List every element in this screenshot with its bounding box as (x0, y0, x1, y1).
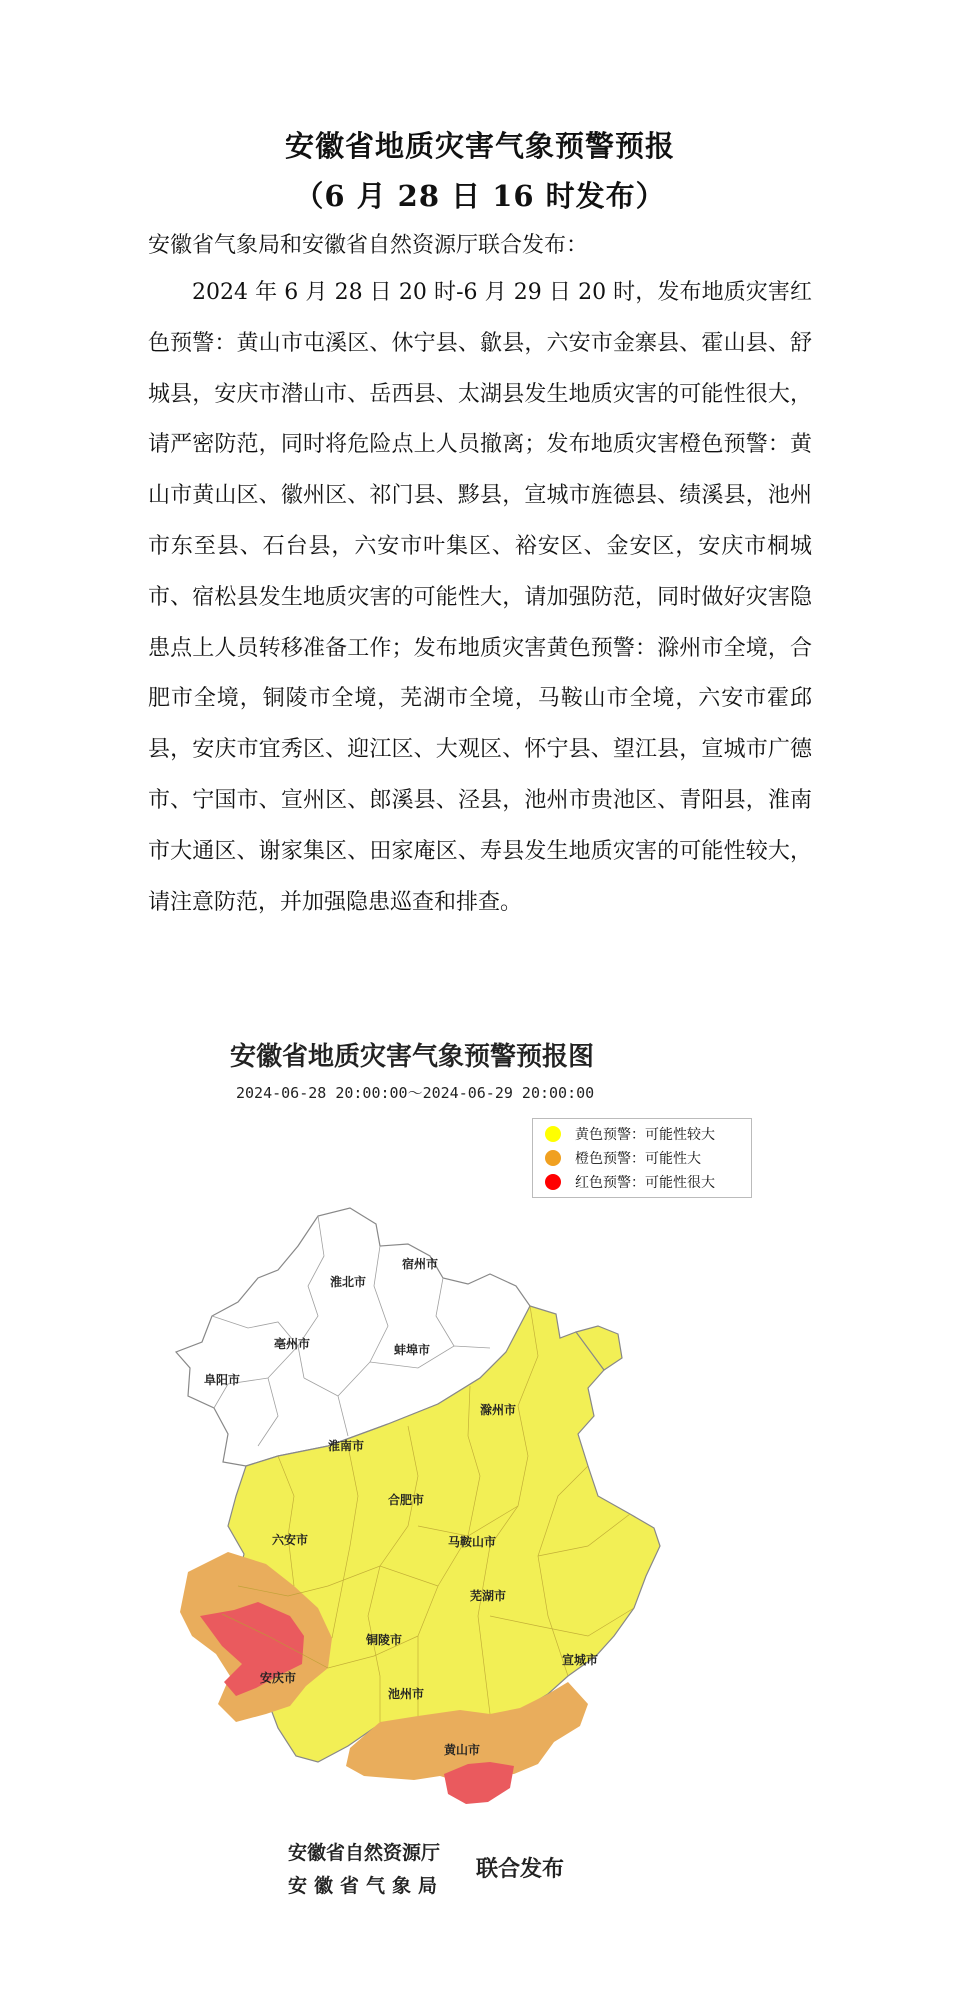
map-time-range: 2024-06-28 20:00:00～2024-06-29 20:00:00 (236, 1084, 595, 1102)
legend-yellow-dot (545, 1126, 561, 1142)
city-label: 淮南市 (328, 1439, 365, 1453)
legend-orange-label: 橙色预警：可能性大 (575, 1151, 701, 1167)
warning-map-figure (118, 1036, 778, 1896)
document-intro: 安徽省气象局和安徽省自然资源厅联合发布： (148, 233, 589, 258)
issuer-block (288, 1838, 444, 1898)
city-label: 淮北市 (330, 1275, 367, 1289)
city-label: 铜陵市 (366, 1633, 403, 1647)
city-label: 池州市 (388, 1687, 425, 1701)
city-label: 蚌埠市 (394, 1343, 431, 1357)
city-label: 宣城市 (562, 1653, 599, 1667)
map-legend (532, 1118, 752, 1198)
city-label: 马鞍山市 (448, 1535, 497, 1549)
city-label: 芜湖市 (470, 1589, 507, 1603)
city-label: 宿州市 (402, 1257, 439, 1271)
legend-orange-dot (545, 1150, 561, 1166)
joint-release-label: 联合发布 (476, 1857, 565, 1882)
issuer-org-1: 安徽省自然资源厅 (288, 1842, 441, 1864)
document-body: 2024 年 6 月 28 日 20 时-6 月 29 日 20 时，发布地质灾害红色预警：黄山市屯溪区、休宁县、歙县，六安市金寨县、霍山县、舒城县，安庆市潜山市、岳西县、太湖县发生地质灾害的可能性很大，请严密防范，同时将危险点上人员撤离；发布地质灾害橙色预警：黄山市黄山区、徽州区、祁门县、黟县，宣城市旌德县、绩溪县，池州市东至县、石台县，六安市叶集区、裕安区、金安区，安庆市桐城市、宿松县发生地质灾害的可能性大，请加强防范，同时做好灾害隐患点上人员转移准备工作；发布地质灾害黄色预警：滁州市全境，合肥市全境，铜陵市全境，芜湖市全境，马鞍山市全境，六安市霍邱县，安庆市宜秀区、迎江区、大观区、怀宁县、望江县，宣城市广德市、宁国市、宣州区、郎溪县、泾县，池州市贵池区、青阳县，淮南市大通区、谢家集区、田家庵区、寿县发生地质灾害的可能性较大，请注意防范，并加强隐患巡查和排查。 (148, 280, 812, 915)
document-subtitle: （6 月 28 日 16 时发布） (294, 179, 666, 213)
anhui-map (118, 1116, 778, 1876)
legend-red-label: 红色预警：可能性很大 (575, 1175, 715, 1191)
city-label: 六安市 (272, 1533, 309, 1547)
legend-yellow (545, 1124, 715, 1144)
issuer-org-2: 安徽省气象局 (288, 1875, 445, 1897)
map-title: 安徽省地质灾害气象预警预报图 (230, 1042, 595, 1072)
legend-red (545, 1172, 715, 1192)
city-label: 阜阳市 (204, 1373, 241, 1387)
city-label: 合肥市 (388, 1493, 425, 1507)
city-label: 滁州市 (480, 1403, 517, 1417)
legend-yellow-label: 黄色预警：可能性较大 (575, 1127, 715, 1143)
city-label: 亳州市 (274, 1337, 311, 1351)
document-title: 安徽省地质灾害气象预警预报 (284, 129, 675, 163)
city-label: 安庆市 (260, 1671, 297, 1685)
legend-orange (545, 1148, 701, 1168)
legend-red-dot (545, 1174, 561, 1190)
city-label: 黄山市 (444, 1743, 481, 1757)
